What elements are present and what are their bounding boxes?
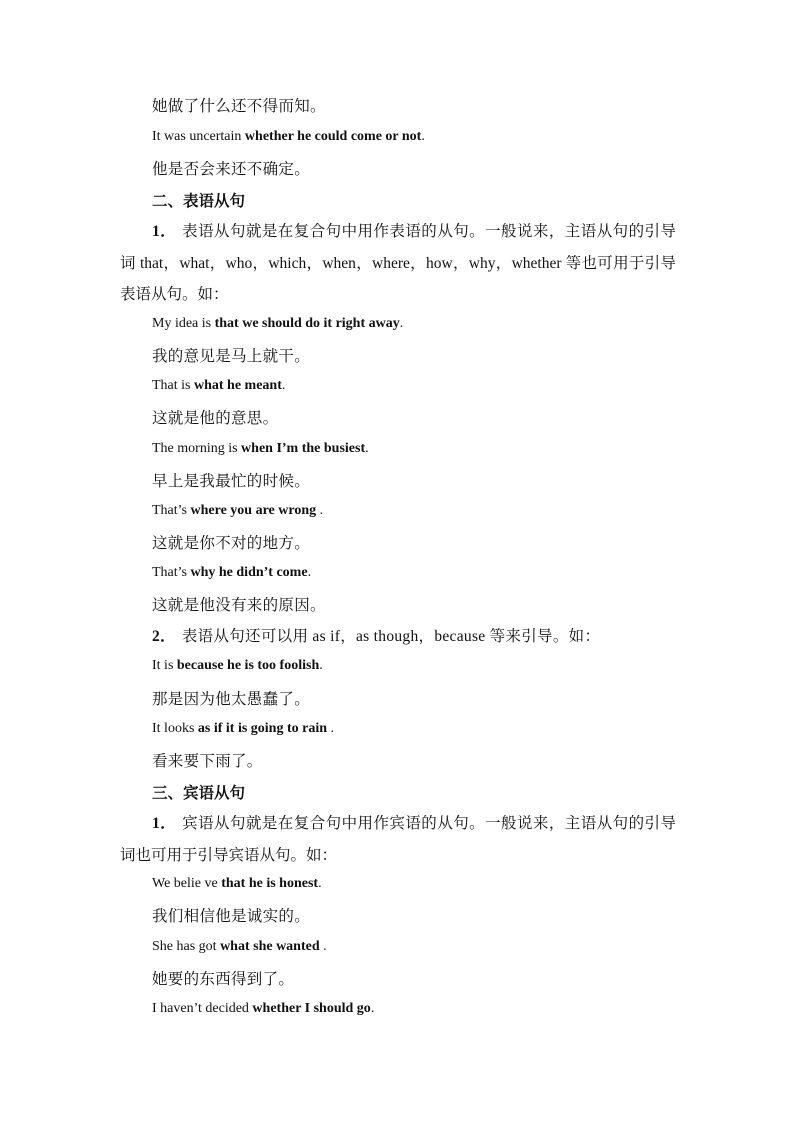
paragraph bbox=[152, 624, 600, 646]
example-tail: . bbox=[316, 503, 324, 518]
paragraph-number: 1． bbox=[152, 815, 177, 832]
example-clause: whether he could come or not bbox=[244, 129, 422, 144]
paragraph-text: 表语从句就是在复合句中用作表语的从句。一般说来，主语从句的引导词 that，what，who，which，when，where，how，why，whether 等也可用于引导表语从句。如： bbox=[120, 223, 676, 303]
paragraph bbox=[120, 808, 676, 871]
example-clause: because he is too foolish bbox=[176, 658, 320, 673]
example-clause: what he meant bbox=[194, 378, 282, 393]
example-sentence bbox=[152, 565, 311, 581]
example-plain: We belie ve bbox=[152, 876, 222, 891]
example-clause: why he didn’t come bbox=[190, 565, 308, 580]
example-tail: . bbox=[365, 441, 369, 456]
example-tail: . bbox=[327, 721, 335, 736]
example-sentence bbox=[152, 129, 425, 145]
paragraph-number: 1． bbox=[152, 223, 177, 240]
translation: 那是因为他太愚蠢了。 bbox=[152, 691, 311, 708]
translation: 早上是我最忙的时候。 bbox=[152, 473, 311, 490]
example-tail: . bbox=[319, 939, 327, 954]
example-plain: That’s bbox=[152, 565, 191, 580]
example-plain: It looks bbox=[152, 721, 198, 736]
section-heading: 三、宾语从句 bbox=[152, 785, 246, 802]
text-line: 他是否会来还不确定。 bbox=[152, 161, 311, 178]
translation: 她要的东西得到了。 bbox=[152, 971, 295, 988]
example-clause: that we should do it right away bbox=[214, 316, 400, 331]
example-tail: . bbox=[281, 378, 286, 393]
example-clause: when I’m the busiest bbox=[241, 441, 366, 456]
example-sentence bbox=[152, 316, 403, 332]
example-sentence bbox=[152, 939, 327, 955]
paragraph-number: 2． bbox=[152, 628, 176, 645]
example-sentence bbox=[152, 876, 322, 892]
example-tail: . bbox=[399, 316, 404, 331]
example-tail: . bbox=[318, 876, 322, 891]
example-tail: . bbox=[421, 129, 425, 144]
example-sentence bbox=[152, 503, 323, 519]
translation: 看来要下雨了。 bbox=[152, 753, 263, 770]
text-line: 她做了什么还不得而知。 bbox=[152, 98, 326, 115]
example-clause: what she wanted bbox=[220, 939, 320, 954]
example-tail: . bbox=[319, 658, 323, 673]
example-sentence bbox=[152, 658, 323, 674]
example-plain: That is bbox=[152, 378, 194, 393]
example-plain: She has got bbox=[152, 939, 221, 954]
example-sentence bbox=[152, 721, 334, 737]
example-plain: The morning is bbox=[152, 441, 242, 456]
example-sentence bbox=[152, 1001, 374, 1017]
translation: 这就是他的意思。 bbox=[152, 410, 279, 427]
example-clause: where you are wrong bbox=[190, 503, 317, 518]
example-plain: It was uncertain bbox=[152, 129, 245, 144]
paragraph bbox=[120, 216, 676, 311]
example-clause: that he is honest bbox=[221, 876, 319, 891]
example-plain: I haven’t decided bbox=[152, 1001, 253, 1016]
translation: 这就是他没有来的原因。 bbox=[152, 597, 326, 614]
section-heading: 二、表语从句 bbox=[152, 193, 246, 210]
example-tail: . bbox=[307, 565, 312, 580]
paragraph-text: 表语从句还可以用 as if，as though，because 等来引导。如： bbox=[181, 628, 601, 645]
paragraph-text: 宾语从句就是在复合句中用作宾语的从句。一般说来，主语从句的引导词也可用于引导宾语从句。如： bbox=[120, 815, 676, 864]
example-plain: That’s bbox=[152, 503, 191, 518]
example-plain: My idea is bbox=[152, 316, 215, 331]
example-sentence bbox=[152, 441, 369, 457]
translation: 这就是你不对的地方。 bbox=[152, 535, 311, 552]
translation: 我的意见是马上就干。 bbox=[152, 348, 311, 365]
example-clause: whether I should go bbox=[252, 1001, 371, 1016]
translation: 我们相信他是诚实的。 bbox=[152, 908, 311, 925]
example-clause: as if it is going to rain bbox=[197, 721, 328, 736]
example-plain: It is bbox=[152, 658, 177, 673]
example-tail: . bbox=[370, 1001, 375, 1016]
example-sentence bbox=[152, 378, 285, 394]
